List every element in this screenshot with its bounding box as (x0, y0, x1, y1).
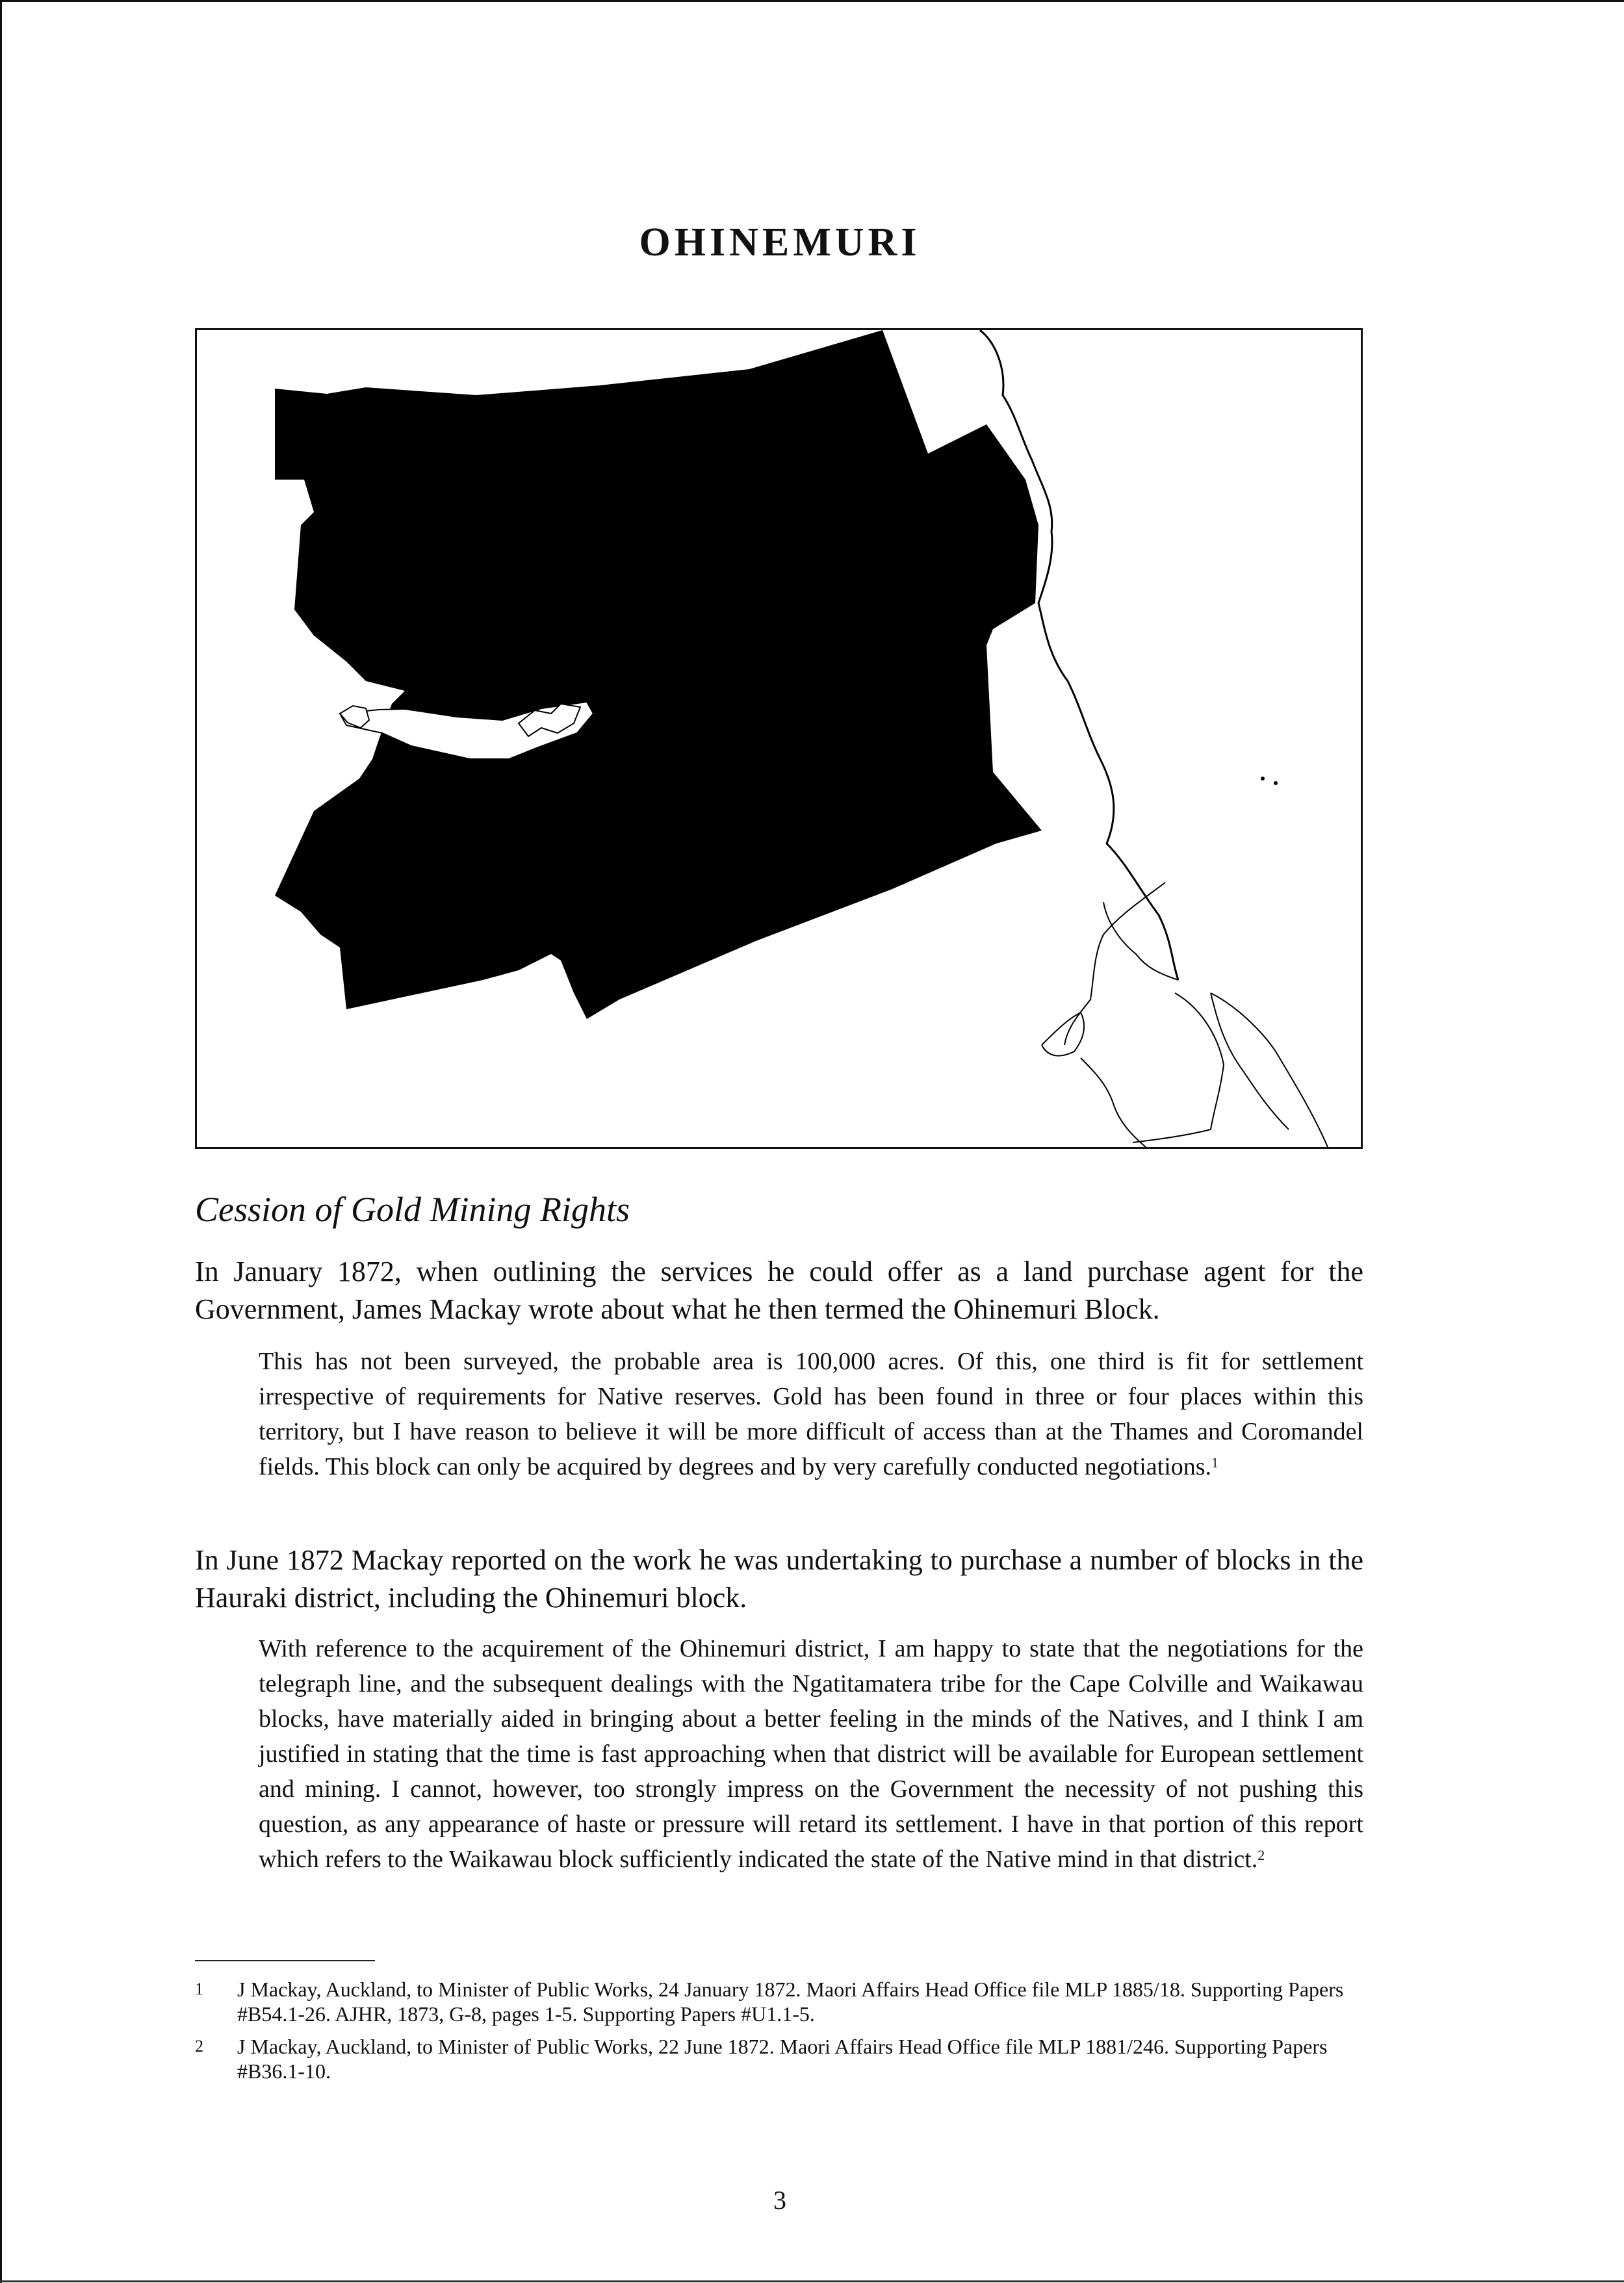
page-border-bottom (0, 2280, 1624, 2282)
footnote-divider (195, 1960, 375, 1961)
block-quote-text: With reference to the acquirement of the Ohinemuri district, I am happy to state that the negotiations for the telegraph line, and the subsequent dealings with the Ngatitamatera tribe for the Cape Colville and Waikawau blocks, have materially aided in bringing about a better feeling in the minds of the Natives, and I think I am justified in stating that the time is fast approaching when that district will be available for European settlement and mining. I cannot, however, too strongly impress on the Government the necessity of not pushing this question, as any appearance of haste or pressure will retard its settlement. I have in that portion of this report which refers to the Waikawau block sufficiently indicated the state of the Native mind in that district. (259, 1635, 1363, 1873)
map-river (1133, 993, 1224, 1142)
map-river (1042, 1013, 1084, 1056)
ohinemuri-map (195, 328, 1363, 1149)
footnote-number: 1 (195, 1980, 203, 1998)
footnote-text: J Mackay, Auckland, to Minister of Public Works, 22 June 1872. Maori Affairs Head Office file MLP 1881/246. Supporting Papers #B36.1-10. (237, 2035, 1328, 2083)
body-paragraph-1: In January 1872, when outlining the services he could offer as a land purchase agent for the Government, James Mackay wrote about what he then termed the Ohinemuri Block. (195, 1256, 1363, 1325)
map-river (1064, 883, 1165, 1045)
footnote-ref-1[interactable]: 1 (1211, 1454, 1219, 1471)
map-mark (1274, 781, 1278, 785)
block-quote-2 (259, 1631, 1363, 1877)
map-river (1211, 993, 1328, 1147)
footnote-ref-2[interactable]: 2 (1257, 1847, 1265, 1863)
map-river (1081, 1058, 1146, 1147)
page-border-top (0, 0, 1624, 2)
map-parcel (340, 706, 369, 728)
footnote-text: J Mackay, Auckland, to Minister of Public Works, 24 January 1872. Maori Affairs Head Office file MLP 1885/18. Supporting Papers #B54.1-26. AJHR, 1873, G-8, pages 1-5. Supporting Papers #U1.1-5. (237, 1978, 1344, 2026)
page-title: OHINEMURI (639, 220, 921, 264)
map-graphic (197, 330, 1361, 1147)
footnote-number: 2 (195, 2037, 203, 2056)
page-number: 3 (773, 2186, 786, 2215)
block-quote-text: This has not been surveyed, the probable area is 100,000 acres. Of this, one third is fit for settlement irrespective of requirements for Native reserves. Gold has been found in three or four places within this territory, but I have reason to believe it will be more difficult of access than at the Thames and Coromandel fields. This block can only be acquired by degrees and by very carefully conducted negotiations. (259, 1348, 1363, 1480)
map-river (1103, 902, 1178, 980)
section-heading: Cession of Gold Mining Rights (195, 1190, 630, 1229)
map-block-main (275, 330, 1042, 1019)
block-quote-1 (259, 1344, 1363, 1484)
map-mark (1261, 777, 1265, 780)
page-border-left (0, 0, 2, 2283)
body-paragraph-2: In June 1872 Mackay reported on the work he was undertaking to purchase a number of blocks in the Hauraki district, including the Ohinemuri block. (195, 1544, 1363, 1614)
